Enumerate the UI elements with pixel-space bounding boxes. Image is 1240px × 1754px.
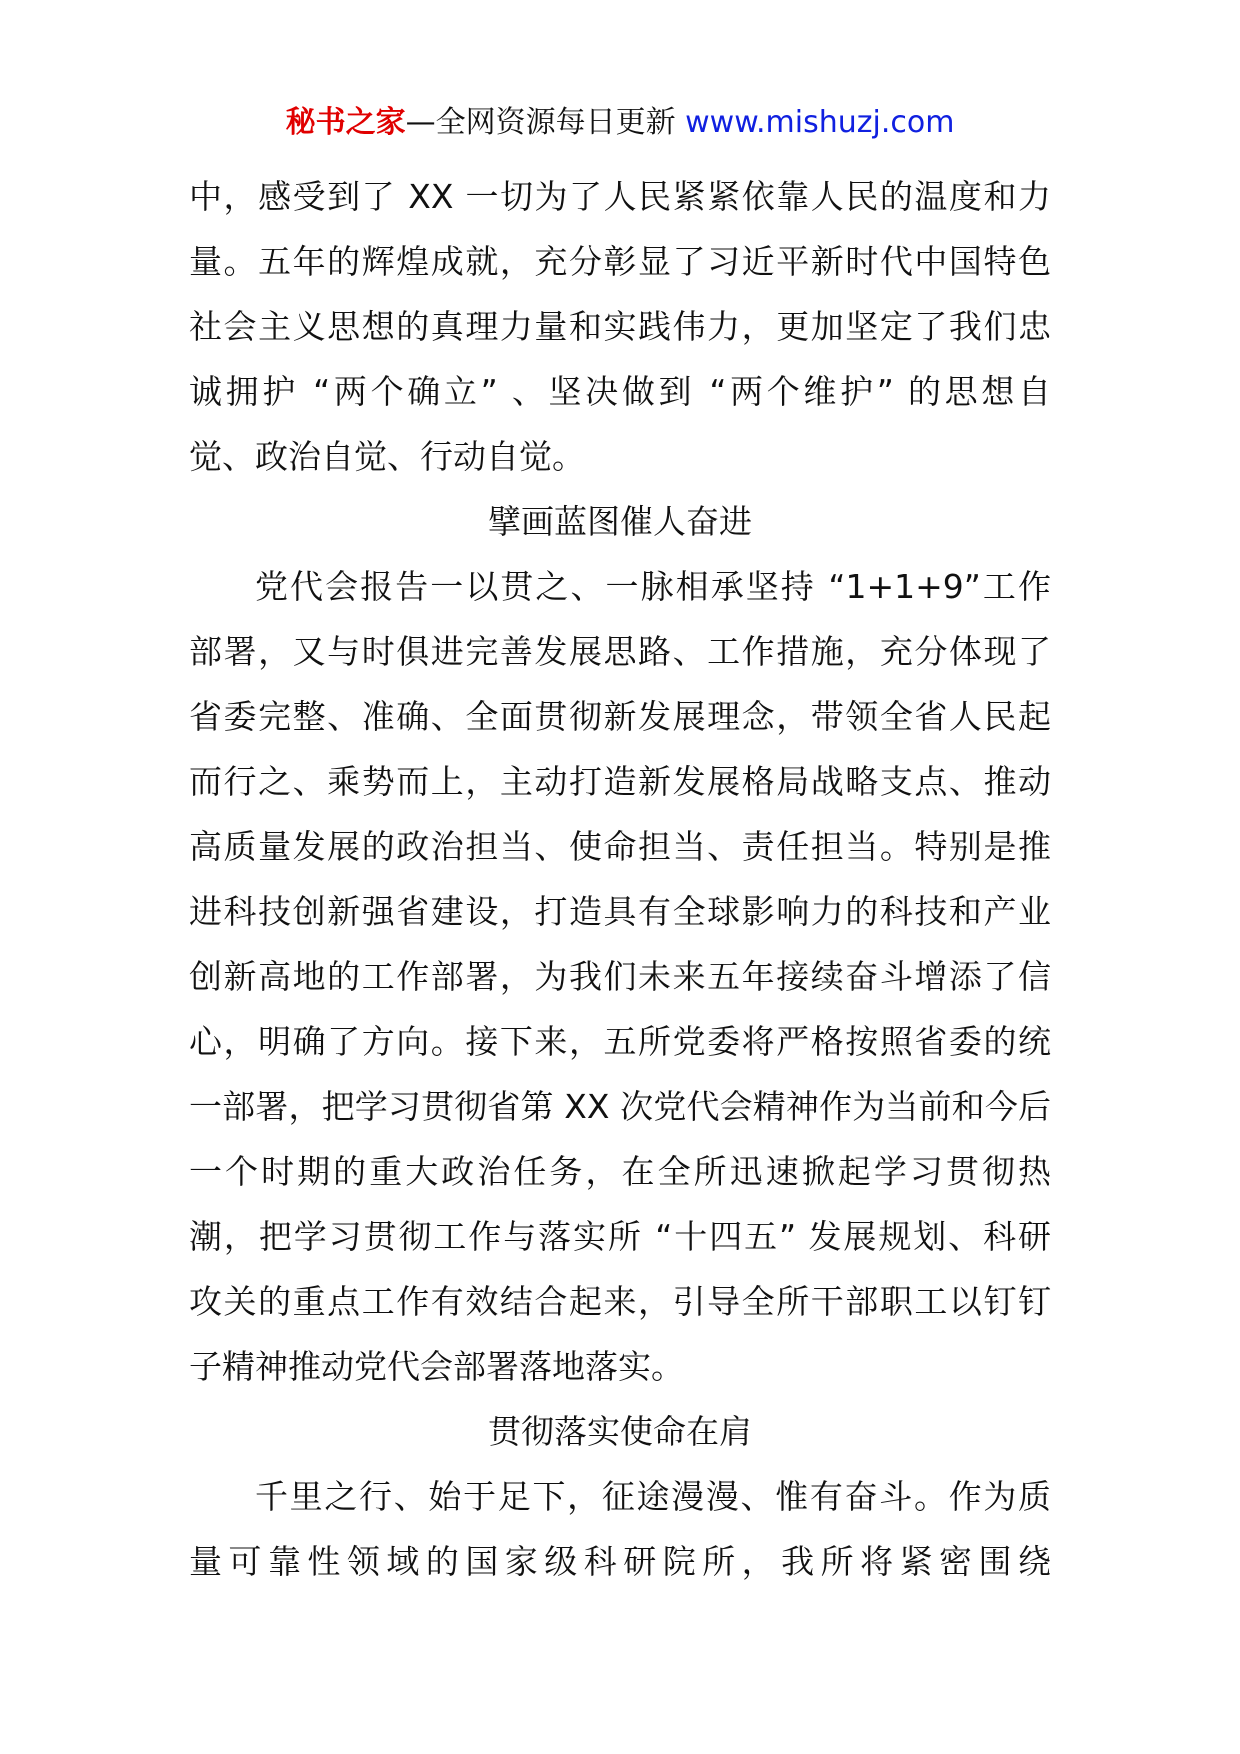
paragraph-line: 量。五年的辉煌成就，充分彰显了习近平新时代中国特色: [189, 242, 1051, 281]
section-heading: 擘画蓝图催人奋进: [488, 502, 752, 541]
paragraph-line: 社会主义思想的真理力量和实践伟力，更加坚定了我们忠: [189, 307, 1051, 346]
section-heading: 贯彻落实使命在肩: [488, 1412, 752, 1451]
paragraph-line: 攻关的重点工作有效结合起来，引导全所干部职工以钉钉: [189, 1282, 1051, 1321]
paragraph-line: 省委完整、准确、全面贯彻新发展理念，带领全省人民起: [189, 697, 1051, 736]
site-name: 秘书之家: [285, 105, 406, 140]
paragraph-line: 量可靠性领域的国家级科研院所，我所将紧密围绕: [189, 1542, 1051, 1581]
paragraph-line: 创新高地的工作部署，为我们未来五年接续奋斗增添了信: [189, 957, 1051, 996]
paragraph-line: 一个时期的重大政治任务，在全所迅速掀起学习贯彻热: [189, 1152, 1051, 1191]
paragraph-line: 进科技创新强省建设，打造具有全球影响力的科技和产业: [189, 892, 1051, 931]
paragraph-line: 觉、政治自觉、行动自觉。: [189, 437, 585, 476]
paragraph-line: 中，感受到了 XX 一切为了人民紧紧依靠人民的温度和力: [189, 177, 1051, 216]
paragraph-line: 而行之、乘势而上，主动打造新发展格局战略支点、推动: [189, 762, 1051, 801]
paragraph-line: 子精神推动党代会部署落地落实。: [189, 1347, 684, 1386]
site-url-link[interactable]: www.mishuzj.com: [685, 105, 955, 140]
paragraph-line: 部署，又与时俱进完善发展思路、工作措施，充分体现了: [189, 632, 1051, 671]
paragraph-line: 诚拥护 “两个确立” 、坚决做到 “两个维护” 的思想自: [189, 372, 1052, 411]
document-body: [189, 164, 1051, 1594]
paragraph-line: 一部署，把学习贯彻省第 XX 次党代会精神作为当前和今后: [189, 1087, 1051, 1126]
site-slogan: —全网资源每日更新: [405, 105, 676, 140]
page-header: [0, 103, 1240, 143]
paragraph-line: 千里之行、始于足下，征途漫漫、惟有奋斗。作为质: [255, 1477, 1051, 1516]
paragraph-line: 党代会报告一以贯之、一脉相承坚持 “1+1+9”工作: [255, 567, 1051, 606]
paragraph-line: 心，明确了方向。接下来，五所党委将严格按照省委的统: [189, 1022, 1051, 1061]
paragraph-line: 高质量发展的政治担当、使命担当、责任担当。特别是推: [189, 827, 1051, 866]
paragraph-line: 潮，把学习贯彻工作与落实所 “十四五” 发展规划、科研: [189, 1217, 1051, 1256]
